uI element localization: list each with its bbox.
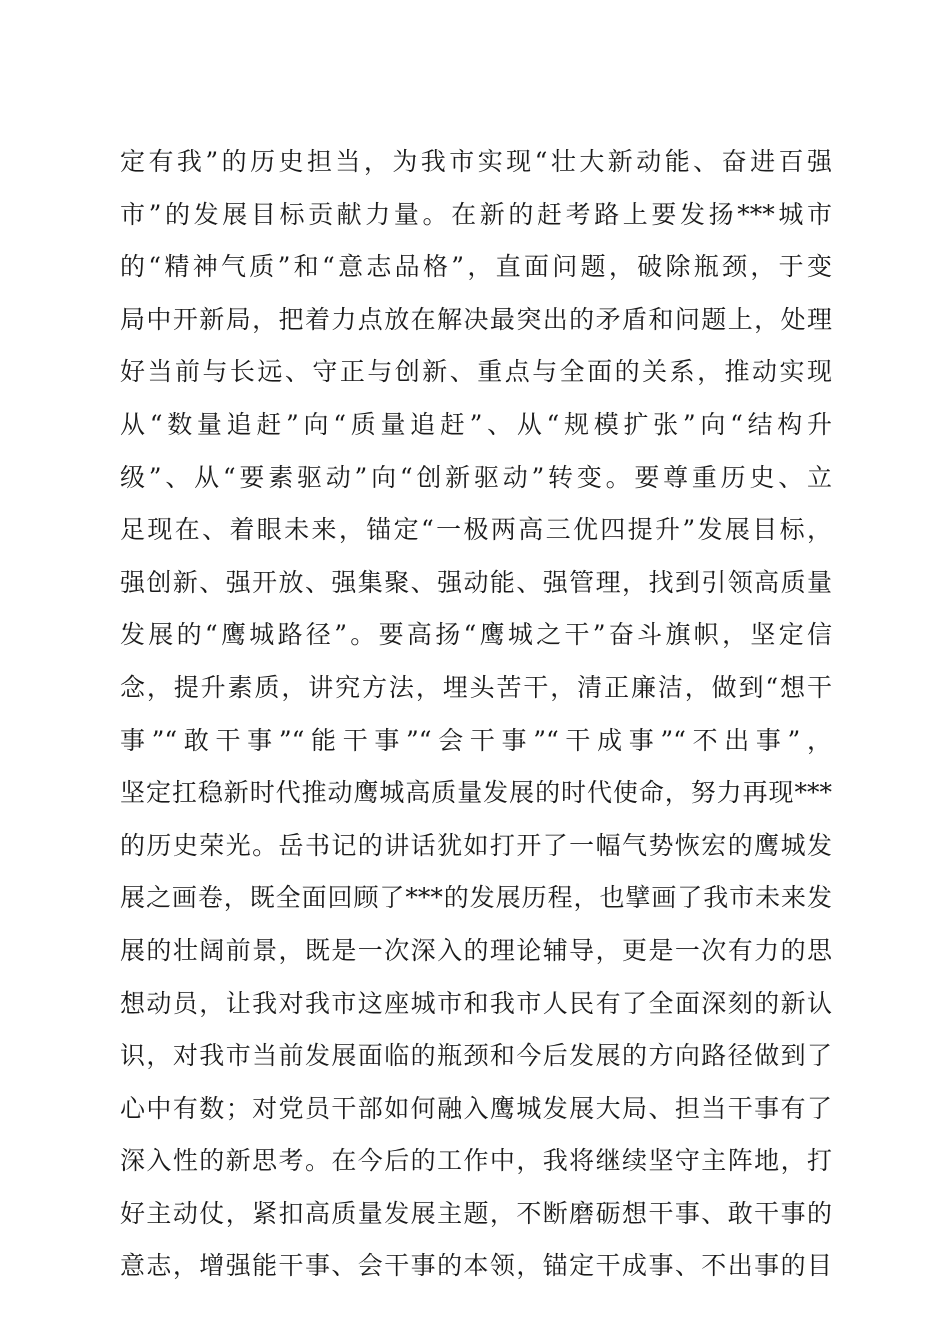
text-line: 识，对我市当前发展面临的瓶颈和今后发展的方向路径做到了 bbox=[120, 1041, 832, 1071]
body-text bbox=[120, 136, 832, 1293]
text-line: 念，提升素质，讲究方法，埋头苦干，清正廉洁，做到“想干 bbox=[120, 672, 832, 702]
text-line: 市”的发展目标贡献力量。在新的赶考路上要发扬***城市 bbox=[120, 199, 832, 229]
text-line: 深入性的新思考。在今后的工作中，我将继续坚守主阵地，打 bbox=[120, 1146, 832, 1176]
text-line: 定有我”的历史担当，为我市实现“壮大新动能、奋进百强 bbox=[120, 147, 832, 176]
text-line: 好当前与长远、守正与创新、重点与全面的关系，推动实现 bbox=[120, 357, 832, 387]
text-line: 发展的“鹰城路径”。要高扬“鹰城之干”奋斗旗帜，坚定信 bbox=[120, 620, 832, 650]
text-line: 从“数量追赶”向“质量追赶”、从“规模扩张”向“结构升 bbox=[120, 409, 832, 439]
text-line: 想动员，让我对我市这座城市和我市人民有了全面深刻的新认 bbox=[120, 988, 832, 1018]
text-line: 事”“敢干事”“能干事”“会干事”“干成事”“不出事”， bbox=[120, 725, 832, 755]
text-line: 的“精神气质”和“意志品格”，直面问题，破除瓶颈，于变 bbox=[120, 252, 832, 282]
text-line: 展的壮阔前景，既是一次深入的理论辅导，更是一次有力的思 bbox=[120, 935, 832, 965]
text-line: 级”、从“要素驱动”向“创新驱动”转变。要尊重历史、立 bbox=[120, 462, 832, 492]
text-line: 意志，增强能干事、会干事的本领，锚定干成事、不出事的目 bbox=[120, 1251, 832, 1281]
text-line: 心中有数；对党员干部如何融入鹰城发展大局、担当干事有了 bbox=[120, 1093, 832, 1123]
text-line: 足现在、着眼未来，锚定“一极两高三优四提升”发展目标， bbox=[120, 515, 832, 545]
text-line: 局中开新局，把着力点放在解决最突出的矛盾和问题上，处理 bbox=[120, 304, 832, 334]
text-line: 强创新、强开放、强集聚、强动能、强管理，找到引领高质量 bbox=[120, 567, 832, 597]
text-line: 展之画卷，既全面回顾了***的发展历程，也擘画了我市未来发 bbox=[120, 883, 832, 913]
text-line: 的历史荣光。岳书记的讲话犹如打开了一幅气势恢宏的鹰城发 bbox=[120, 830, 832, 860]
text-line: 坚定扛稳新时代推动鹰城高质量发展的时代使命，努力再现*** bbox=[120, 778, 832, 808]
text-line: 好主动仗，紧扣高质量发展主题，不断磨砺想干事、敢干事的 bbox=[120, 1198, 832, 1228]
